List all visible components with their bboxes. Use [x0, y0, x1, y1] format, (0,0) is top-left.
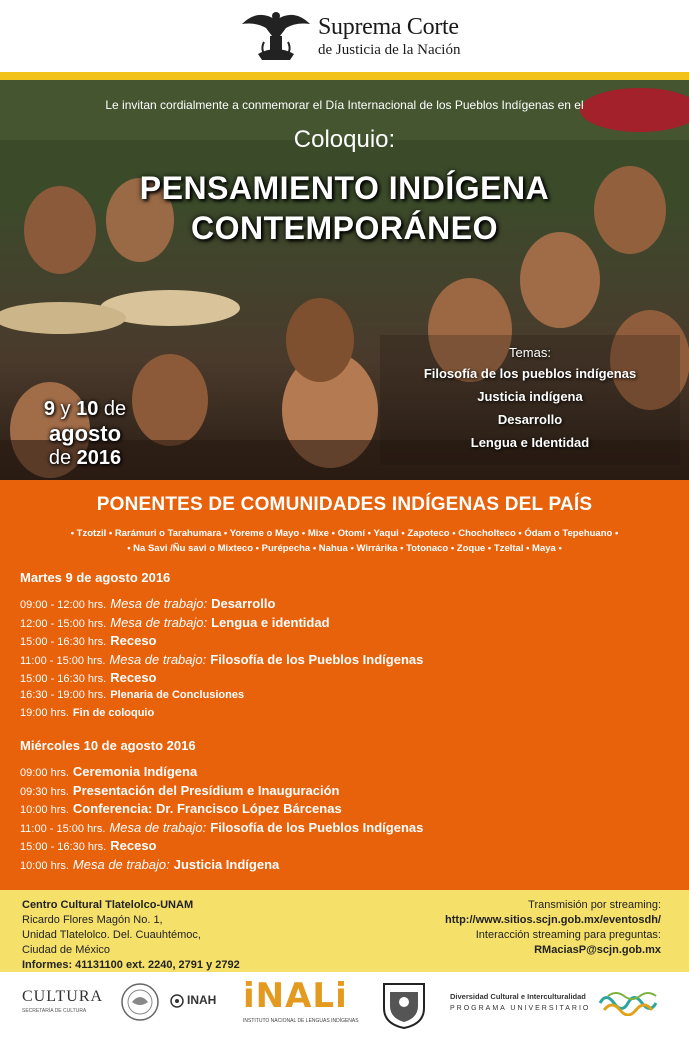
- venue-address: Ciudad de México: [22, 944, 111, 956]
- row-event: Conferencia: Dr. Francisco López Bárcenas: [72, 801, 342, 816]
- schedule-row: [20, 783, 423, 802]
- inah-logo: INAH: [187, 993, 217, 1007]
- inali-logo-sub: INSTITUTO NACIONAL DE LENGUAS INDÍGENAS: [243, 1018, 359, 1024]
- row-event: Filosofía de los Pueblos Indígenas: [210, 819, 424, 835]
- row-label: Mesa de trabajo:: [72, 856, 170, 872]
- row-event: Desarrollo: [211, 596, 276, 611]
- ponentes-heading: PONENTES DE COMUNIDADES INDÍGENAS DEL PAÍS: [96, 494, 593, 515]
- row-label: Mesa de trabajo:: [109, 819, 207, 835]
- schedule-row: [20, 633, 423, 652]
- venue-info: [22, 898, 240, 973]
- row-label: Mesa de trabajo:: [110, 596, 208, 611]
- row-time: 12:00 - 15:00 hrs.: [20, 617, 107, 630]
- schedule-row: [20, 596, 423, 615]
- tema-item: Desarrollo: [497, 412, 563, 427]
- date-y: y: [60, 398, 71, 420]
- row-event: Justicia Indígena: [173, 856, 280, 872]
- row-event: Filosofía de los Pueblos Indígenas: [210, 651, 424, 667]
- row-time: 11:00 - 15:00 hrs.: [20, 654, 106, 667]
- schedule-row: [20, 857, 423, 876]
- date-day2: 10: [76, 398, 99, 420]
- schedule-row: [20, 820, 423, 839]
- date-year: 2016: [76, 447, 122, 469]
- schedule-row: [20, 689, 423, 708]
- date-de1: de: [103, 398, 127, 420]
- date-day1: 9: [43, 398, 55, 420]
- tema-item: Filosofía de los pueblos indígenas: [423, 366, 637, 381]
- venue-address: Ricardo Flores Magón No. 1,: [22, 914, 163, 926]
- row-time: 09:00 hrs.: [20, 767, 69, 779]
- schedule-row: [20, 615, 423, 634]
- comunidades-line: • Tzotzil • Rarámuri o Tarahumara • Yoreme o Mayo • Mixe • Otomí • Yaqui • Zapoteco • Chocholteco • Ódam o Tepehuano •: [70, 528, 619, 539]
- row-event: Receso: [110, 838, 157, 853]
- interaccion-label: Interacción streaming para preguntas:: [475, 929, 661, 941]
- inali-logo: iNALi: [243, 976, 348, 1016]
- mexico-seal-icon: [120, 982, 160, 1022]
- row-event: Fin de coloquio: [72, 707, 155, 719]
- hero-banner: [0, 80, 689, 480]
- comunidades-list: [20, 526, 669, 556]
- row-event: Lengua e identidad: [211, 614, 330, 630]
- cultura-logo-sub: SECRETARÍA DE CULTURA: [22, 1008, 87, 1014]
- schedule-row: [20, 838, 423, 857]
- venue-address: Unidad Tlatelolco. Del. Cuauhtémoc,: [22, 929, 201, 941]
- scjn-eagle-seal-icon: [240, 6, 312, 62]
- diversidad-pattern-icon: [598, 990, 664, 1016]
- row-event: Plenaria de Conclusiones: [110, 688, 245, 701]
- row-label: Mesa de trabajo:: [109, 651, 207, 667]
- schedule-row: [20, 707, 423, 726]
- comunidades-line: • Na Savi /Ñu savi o Mixteco • Purépecha • Nahua • Wirrárika • Totonaco • Zoque • Tzeltal • Maya •: [127, 543, 562, 554]
- temas-list: [395, 345, 665, 458]
- event-title-line2: CONTEMPORÁNEO: [191, 210, 498, 246]
- stream-label: Transmisión por streaming:: [528, 899, 661, 911]
- program-section: [0, 480, 689, 890]
- row-time: 09:30 hrs.: [20, 785, 69, 798]
- day2-schedule: [20, 764, 423, 875]
- venue-name: Centro Cultural Tlatelolco-UNAM: [22, 899, 194, 911]
- schedule-row: [20, 652, 423, 671]
- tema-item: Lengua e Identidad: [470, 435, 590, 450]
- header: [0, 0, 689, 78]
- row-time: 15:00 - 16:30 hrs.: [20, 636, 107, 648]
- unam-shield-icon: [380, 980, 428, 1030]
- scjn-title: Suprema Corte: [318, 14, 459, 40]
- row-event: Ceremonia Indígena: [72, 764, 198, 779]
- programa-logo: PROGRAMA UNIVERSITARIO: [450, 1005, 591, 1012]
- diversidad-logo: Diversidad Cultural e Interculturalidad: [450, 992, 586, 1001]
- row-time: 16:30 - 19:00 hrs.: [20, 688, 107, 701]
- inah-icon: [170, 994, 184, 1008]
- contact-email-link[interactable]: RMaciasP@scjn.gob.mx: [534, 944, 661, 956]
- row-event: Receso: [110, 670, 157, 685]
- schedule-row: [20, 670, 423, 689]
- schedule-row: [20, 801, 423, 820]
- row-time: 10:00 hrs.: [20, 804, 69, 816]
- event-title-line1: PENSAMIENTO INDÍGENA: [139, 170, 550, 206]
- row-time: 15:00 - 16:30 hrs.: [20, 673, 107, 685]
- day2-title: Miércoles 10 de agosto 2016: [20, 738, 196, 753]
- invite-text: Le invitan cordialmente a conmemorar el Día Internacional de los Pueblos Indígenas en el: [105, 98, 584, 112]
- row-event: Receso: [110, 633, 157, 648]
- event-date: [30, 398, 140, 470]
- row-time: 11:00 - 15:00 hrs.: [20, 822, 106, 835]
- row-time: 09:00 - 12:00 hrs.: [20, 599, 107, 611]
- tema-item: Justicia indígena: [477, 389, 583, 404]
- coloquio-label: Coloquio:: [293, 126, 396, 153]
- footer-info: [0, 890, 689, 972]
- date-de2: de: [48, 447, 72, 469]
- scjn-subtitle: de Justicia de la Nación: [318, 42, 461, 58]
- gold-divider: [0, 72, 689, 80]
- sponsor-logos: [0, 972, 689, 1037]
- row-event: Presentación del Presídium e Inauguración: [72, 782, 340, 798]
- temas-label: Temas:: [509, 345, 551, 360]
- row-time: 10:00 hrs.: [20, 859, 69, 872]
- schedule-row: [20, 764, 423, 783]
- stream-info: [445, 898, 661, 958]
- row-time: 15:00 - 16:30 hrs.: [20, 841, 107, 853]
- day1-title: Martes 9 de agosto 2016: [20, 570, 171, 585]
- day1-schedule: [20, 596, 423, 726]
- cultura-logo: CULTURA: [22, 988, 104, 1005]
- row-label: Mesa de trabajo:: [110, 614, 208, 630]
- date-month: agosto: [48, 421, 122, 446]
- row-time: 19:00 hrs.: [20, 707, 69, 719]
- stream-url-link[interactable]: http://www.sitios.scjn.gob.mx/eventosdh/: [445, 914, 661, 926]
- informes-phone: Informes: 41131100 ext. 2240, 2791 y 2792: [22, 959, 240, 971]
